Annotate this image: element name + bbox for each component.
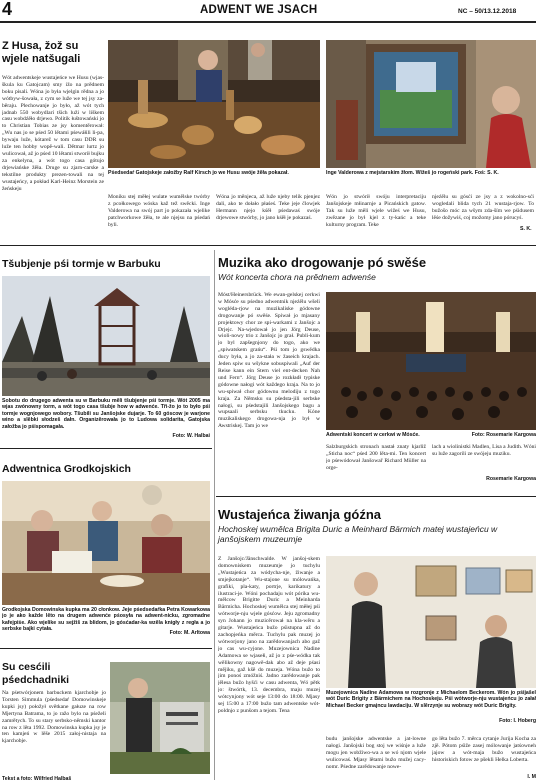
article-cookies-credit: Tekst a foto: Wilfried Halbaš: [2, 776, 72, 782]
header-rule: [0, 21, 536, 23]
paper-title: ADWENT WE JSACH: [200, 4, 318, 16]
article-husa-col2: Moniku stej měłej wulate wumělske twórby z pcołkowego wóska kaž tež swěcki. Inge Valderowa na swój part jo pokazała wjelike patchworkowe žěła, te ale njejsu na pśedań byli.: [108, 194, 210, 228]
photo-husa-painting: [326, 40, 536, 168]
article-music-photo-credit: Foto: Rosemarie Kargowa: [471, 432, 536, 438]
photo-museum: [326, 556, 536, 688]
issue-info: NC – 50/13.12.2018: [458, 8, 517, 15]
article-craft-subtitle: Hochoskej wumělca Brigita Duric a Meinhard Bärmich matej wustajeńcu w janšojskem muzeumje: [218, 524, 498, 544]
article-craft-col3: go lěta bužo 7. měrca cytanje Jurija Kocha za zjě. Pótom pśiže zasej mólowanje jatśowneh jajow a wót-maja bužo wustajeńca historiskich fotow ze pšekli Helka Loberta.: [432, 736, 536, 763]
column-divider: [214, 250, 215, 780]
article-grodk-title: Adwentnica Grodkojskich: [2, 463, 131, 475]
photo-church-concert: [326, 292, 536, 430]
section-rule-4: [216, 496, 536, 497]
photo-husa-painting-caption: Inge Valderowa z mejstarskim žłom. Wižeš jo rogeński park. Foś: S. K.: [326, 170, 499, 176]
article-husa-body: Wót adwentskeje wustajeńce we Husu (wjas-škula ku Gatojcam) smy ižo na prědnem boku pisali. Wóna jo była wjelgin rědna a jo wótbyw-šowała, z cym se luže we tej jsy za-běraju. Plechowanje jo było, až wót tych jadnab 550 wobydlarí tšich luži w liškem casu wobdźěło drjewo. Politik łuštowański jo to Christian Tobias ze jsy komentěrował: „Wu nas jo se pśed 50 lětami pśewáłili li-pa, bywaju luže, kótarež w tom casu DDR su luže ten hobby wopě-wali. Dětmar lurtz jo wulicował, až jo pśed 10 lětami stworił bujku za enkelyna, a wót togo casa gótujo drjewiańske žěła. Druge su zjarn-carske a tekstilne produkty prezen-towali na tej wustajeńcy, a pokład Karl-Heinz Morstein ze žeńskeju: [2, 75, 104, 192]
section-rule-1: [0, 245, 536, 246]
article-husa-col4: Wón jo stwórił swóju interpretaciju Janšojskeje młinarnje a Picańskich gatow. Tak su luže měli wjele wižeś we Husu, zwězane jo był kjel z ty-kańc a teke kulturny program. Teke: [326, 194, 426, 228]
article-music-col2: Salzburgskich stronach nastał znaty kjarliž „Sticha noc“ pśed 200 lěta-mi. Ten koncert jo pśewódował Janšowař Richard Müller na orge-: [326, 444, 426, 471]
article-craft-col1: Z Janšojc/Jänschwalde. W janšoj-skem domowniskem muzeumje jo tuchylu „Wustajeńca za wódycha-nje, žiwanje a smjejkotanje“. Wu-stajone su mólowańka, grafiki, pla-katy, portrje, karikatury a ilustraci-je. Wóni pochadaju wót pórika wu-mělcow Brigitte Duric a Meinharda Bärmicha. Hochoskej wumělca stej měłej pśi wótworje-nju wjele gósćow. Jeju zgromadny syn Johann jo muzicěrował na kla-wěru a gitarje. Wustajeńca bužo pśistupna až do zachopjeńka měrca. Tuchylu pak muzej jo wótworjony jano na zarědowanjach abo gaž jo cas wu-cyjone. Muzejownica Nadine Adamowa se wjasełi, až jo z pśe-wódka tak wělikowny nagowě-dak abo až deje pśasi mějiku, gaž kšě do muzeja. Wóna bužo to jim ponoś zmóžniś. Jadno zarědowanje pak jělesa bužo hyšći w casu adwenta, Wó pětk jo: štwórtk, 13. decembra, maju muzej wótcynjony wót seje 13:00 do 18:00. Mjasy sej 15:00 a 17:00 bužo tam adwentske wót-poldnjo z punšom a tejom. Tena: [218, 556, 320, 714]
article-music-col1: Móst/Heinersbrück. We ewan-gelskej cerkwi w Mósće su pśedno adwentnik njeźělu wšeli wogléda-rjow na muzikaliske gódowne drogowanje pó swěśe. Spiwał jo mjasany projektowy chor ze spi-warkami z Janšojc a Drjejc. Na-wjedował jo jen Jörg Deuse, wioli-nowy trio z Janšojc jo grał. Publi-kum jo byl zapšegnjony do togo, ako we „spiwatskem grańu“. Pśi tom jo gswědka ducy była, a jo za-stała w žaseich krajach. Jeden spiw su wšykne sobuspiwali „Auf der Reise kann ein Stern viel ent-decken Nah und Fern“. Jörg Deuse jo rozkładł typiske gódowne nałogi wót každego kraja. Na to jo wu-spiwał chor gódownu melodiju z togo kraja. Za Němsku su pśedsta-jili serbske nałogi, su pśedstajili Janšojskego bagu a wupsaali serbsku tkucku. Kóne muzikaliskego drogowa-nja jo był w Awstriskej. Tam jo we: [218, 292, 320, 430]
article-husa-byline: S. K.: [520, 226, 532, 232]
article-music-title: Muzika ako drogowanje pó swěśe: [218, 255, 427, 270]
article-music-credit: Rosemarie Kargowa: [486, 476, 536, 482]
article-husa-title: Z Husa, žož su wjele natšugali: [2, 40, 81, 65]
photo-husa-pottery: [108, 40, 320, 168]
article-husa-col5: njeźělu su gósći ze jsy a z wokolno-sći wogledali blida tych 21 wustaja-rjow. To bužošo móc za wšym zda-ším we pśidusem lěśe dožywiś, coj možomy jano pórucyś.: [432, 194, 534, 221]
article-craft-photo-caption: Muzejownica Nadine Adamowa w rozgronje z Michaelom Beckerom. Wón jo pśijašel wót Duric Brigity z Bärmichem na Hochoskeju. Pśi wótworje-nju wustajeńcu jo załał Michael Becker gmajncu lawdaciju. W slěrzynje su wobrazy wót Duric Brigity.: [326, 690, 536, 709]
article-dog-caption: Sobotu do drugego adwenta su w Barbuku měli tšubjenje pśi tormje. Wót 2005 ma wjas zwónowny torm, a wót togo casa tšubje how w adwenće. Tři-žo jo to było pśi tormje wognjowego wobory. Tšubili su Janšojske dujarje. To 60 góscow je warjone wino a slěbki słodzeš dałn. Organizěrowała jo to Ludowa solidarita, Gatojska załožba jo pśispomagała.: [2, 398, 210, 430]
article-cookies-title: Su cesćili pśedchadniki: [2, 661, 70, 686]
article-craft-title: Wustajeńca žiwanja góźna: [218, 507, 382, 522]
photo-barbuk-tower: [2, 276, 210, 396]
section-rule-3: [0, 648, 212, 649]
article-music-photo-caption: Adwentski koncert w cerkwi w Mósće.: [326, 432, 420, 438]
article-craft-byline: I. M: [527, 774, 536, 780]
article-dog-title: Tšubjenje pśi tormje w Barbuku: [2, 258, 161, 270]
article-husa-col3: Wóna jo měnjeca, až luže njeby telik pjenjez dali, ako te dołało płaśeś. Teke jeje člowjek Hermann njejo kśěł pśedawaś swóje drjewowe stwórby, jo jano kśěł je pokazaś.: [216, 194, 320, 221]
article-grodk-credit: Foto: M. Arltowa: [169, 630, 210, 636]
article-craft-col2: budu janšojske adwentske a jat-lowne nałogi. Janšojski bog stoj we wiśnje a luže mogu jen wobžiwo-wa a se wó njom wjele wulicowaś. Mjasy lětami bužo mužej cacy-nomr. Pśedne zarědowanje nowe-: [326, 736, 426, 770]
photo-grodk-group: [2, 481, 210, 605]
article-dog-credit: Foto: W. Halbai: [172, 433, 210, 439]
article-music-subtitle: Wót koncerta chora na prědnem adwenśe: [218, 272, 376, 282]
photo-husa-pottery-caption: Pśedsedaŕ Gatojskeje załožby Ralf Kirsch jo we Husu swóje žěła pokazał.: [108, 170, 289, 176]
article-cookies-body: Na pśetwórjonem barbuckem kjarchobje jo Torsten Simmula (pśedsedaŕ Domowinskeje kupki jsy) połožył světkane gałuze na row Mjertyna Batrama, to jo ražo bylo na pśeželi zamrětych. To su stary serbsko-němski kantor na row z lěta 1992. Domowinska kupka jsy je ten kamjeń w lěše 2015 załoj-nistaja na kjarchobje.: [2, 690, 106, 745]
page-number: 4: [2, 0, 13, 19]
section-rule-2: [0, 448, 212, 449]
article-craft-photo-credit: Foto: I. Hoberg: [499, 718, 536, 724]
page-header: [0, 0, 536, 20]
article-grodk-caption: Grodkojska Domowinska kupka ma 20 cłonkow. Jeje pśedsedaŕka Petra Kowarkowa jo je ako každe lěto na drugem adwenće pśosyła na adwent-nicku, zgromadne kafejpiśe. Ako wjelike su sejžiš za blidom, jo gósćadar-ka wzěla knigły z regła a jo serbske bajki cytała.: [2, 607, 210, 633]
article-music-col3: lach a wiolinistki Madlen, Lisa a Judith. Wóni su luže zagorili ze swójeju muziku.: [432, 444, 536, 457]
photo-cemetery: [110, 662, 210, 774]
